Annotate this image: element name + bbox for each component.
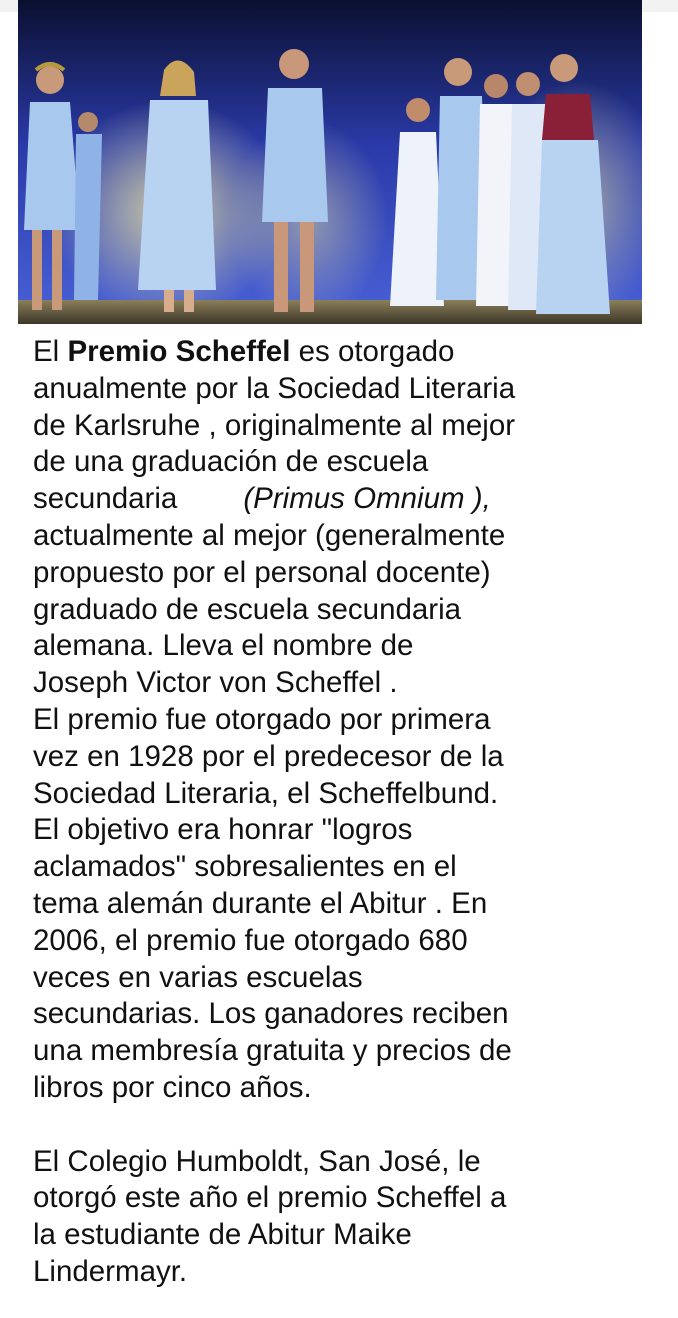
text-line: de Karlsruhe , originalmente al mejor [33,408,516,442]
text-line: El objetivo era honrar "logros [33,813,413,847]
article-body [33,334,663,1291]
text-line: libros por cinco años. [33,1070,312,1104]
paragraph-gap [33,1107,663,1144]
stage-photo-graphic [18,0,642,324]
text-line [33,334,663,371]
text-line: Lindermayr. [33,1254,188,1288]
text-line: otorgó este año el premio Scheffel a [33,1181,507,1215]
text-run: es otorgado [290,335,455,368]
performer-2 [74,112,102,300]
text-line: vez en 1928 por el predecesor de la [33,739,504,773]
text-line: actualmente al mejor (generalmente [33,518,506,552]
article-paragraph-2 [33,1144,663,1291]
text-line: la estudiante de Abitur Maike [33,1218,412,1252]
text-line: aclamados" sobresalientes en el [33,850,457,884]
text-line: anualmente por la Sociedad Literaria [33,371,516,405]
text-line: graduado de escuela secundaria [33,592,462,626]
text-line: secundarias. Los ganadores reciben [33,997,509,1031]
text-line: El premio fue otorgado por primera [33,702,491,736]
text-line: Sociedad Literaria, el Scheffelbund. [33,776,499,810]
article-paragraph-1 [33,334,663,1107]
text-run: secundaria [33,482,178,516]
theater-stage-photo [18,0,642,324]
award-name-bold: Premio Scheffel [67,335,291,368]
text-line: propuesto por el personal docente) [33,555,491,589]
text-line: Joseph Victor von Scheffel . [33,666,398,700]
text-line [33,481,663,518]
text-line: El Colegio Humboldt, San José, le [33,1144,481,1178]
text-line: de una graduación de escuela [33,445,429,479]
text-line: una membresía gratuita y precios de [33,1034,512,1068]
text-run: El [33,335,68,368]
text-line: veces en varias escuelas [33,960,363,994]
text-line: 2006, el premio fue otorgado 680 [33,923,468,957]
latin-term-italic: (Primus Omnium ), [243,482,491,516]
text-line: tema alemán durante el Abitur . En [33,886,488,920]
text-line: alemana. Lleva el nombre de [33,629,414,663]
